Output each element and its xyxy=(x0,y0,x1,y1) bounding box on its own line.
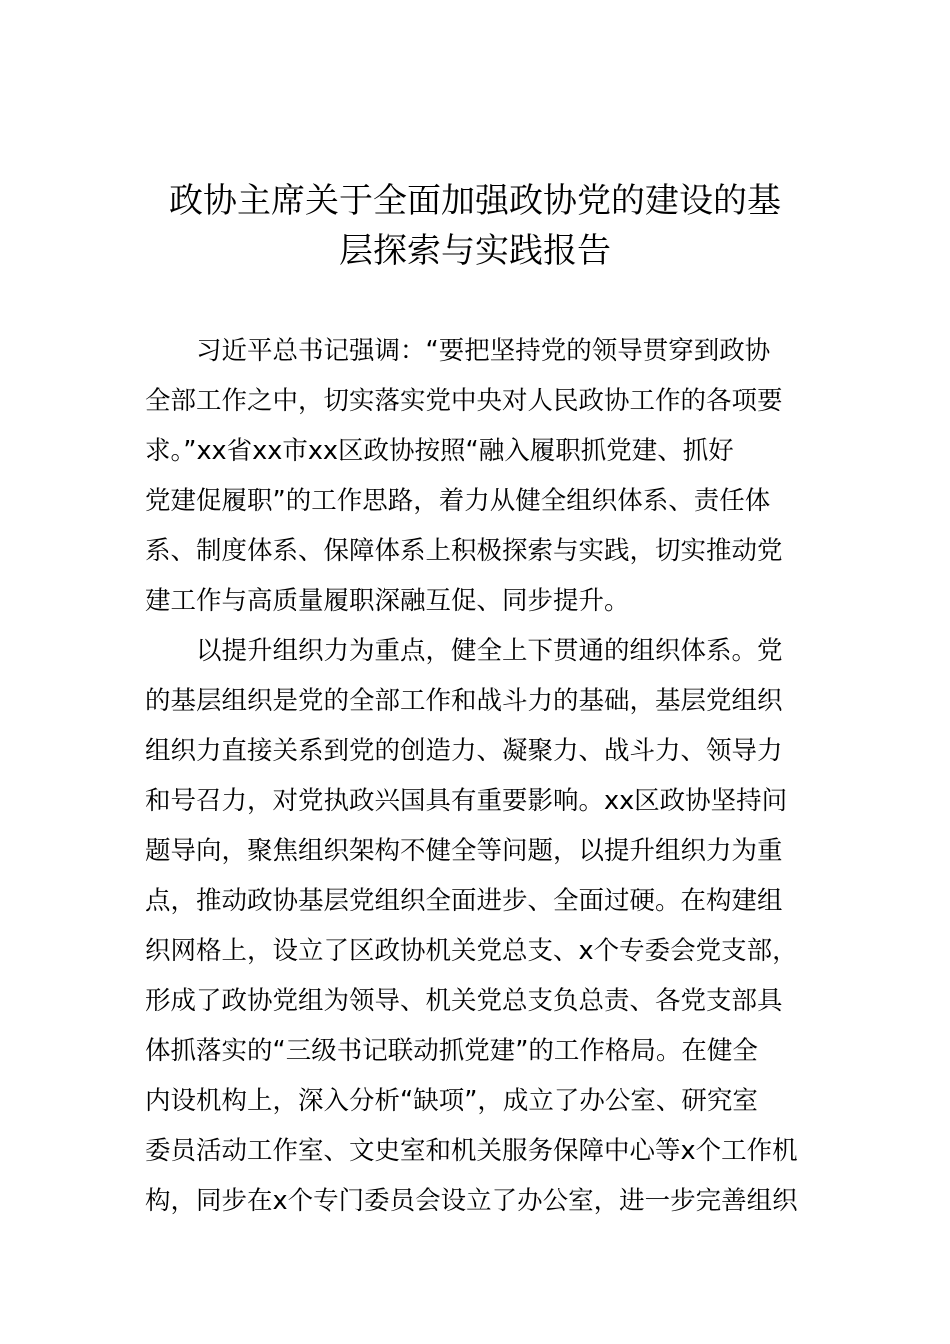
title-line: 政协主席关于全面加强政协党的建设的基 xyxy=(169,181,781,221)
title-line: 层探索与实践报告 xyxy=(339,231,611,271)
paragraph-line: 习近平总书记强调：“要把坚持党的领导贯穿到政协 xyxy=(196,336,771,366)
paragraph-line: 组织力直接关系到党的创造力、凝聚力、战斗力、领导力 xyxy=(145,736,783,766)
paragraph-line: 内设机构上，深入分析“缺项”，成立了办公室、研究室 xyxy=(145,1086,758,1116)
paragraph-line: 全部工作之中，切实落实党中央对人民政协工作的各项要 xyxy=(145,386,783,416)
paragraph-line: 题导向，聚焦组织架构不健全等问题，以提升组织力为重 xyxy=(145,836,783,866)
document-body xyxy=(145,326,810,1226)
paragraph-line: 系、制度体系、保障体系上积极探索与实践，切实推动党 xyxy=(145,536,783,566)
paragraph-line: 的基层组织是党的全部工作和战斗力的基础，基层党组织 xyxy=(145,686,783,716)
document-title xyxy=(145,176,805,276)
paragraph-line: 和号召力，对党执政兴国具有重要影响。xx区政协坚持问 xyxy=(145,786,788,816)
paragraph-line: 形成了政协党组为领导、机关党总支负总责、各党支部具 xyxy=(145,986,783,1016)
paragraph-line: 织网格上，设立了区政协机关党总支、x个专委会党支部， xyxy=(145,936,798,966)
paragraph-line: 委员活动工作室、文史室和机关服务保障中心等x个工作机 xyxy=(145,1136,798,1166)
paragraph-line: 点，推动政协基层党组织全面进步、全面过硬。在构建组 xyxy=(145,886,783,916)
paragraph-line: 建工作与高质量履职深融互促、同步提升。 xyxy=(145,586,630,616)
paragraph-line: 以提升组织力为重点，健全上下贯通的组织体系。党 xyxy=(196,636,783,666)
paragraph-line: 党建促履职”的工作思路，着力从健全组织体系、责任体 xyxy=(145,486,771,516)
paragraph-line: 构，同步在x个专门委员会设立了办公室，进一步完善组织 xyxy=(145,1186,798,1216)
paragraph-1 xyxy=(145,326,810,626)
paragraph-line: 体抓落实的“三级书记联动抓党建”的工作格局。在健全 xyxy=(145,1036,758,1066)
paragraph-line: 求。”xx省xx市xx区政协按照“融入履职抓党建、抓好 xyxy=(145,436,734,466)
paragraph-2 xyxy=(145,626,810,1226)
